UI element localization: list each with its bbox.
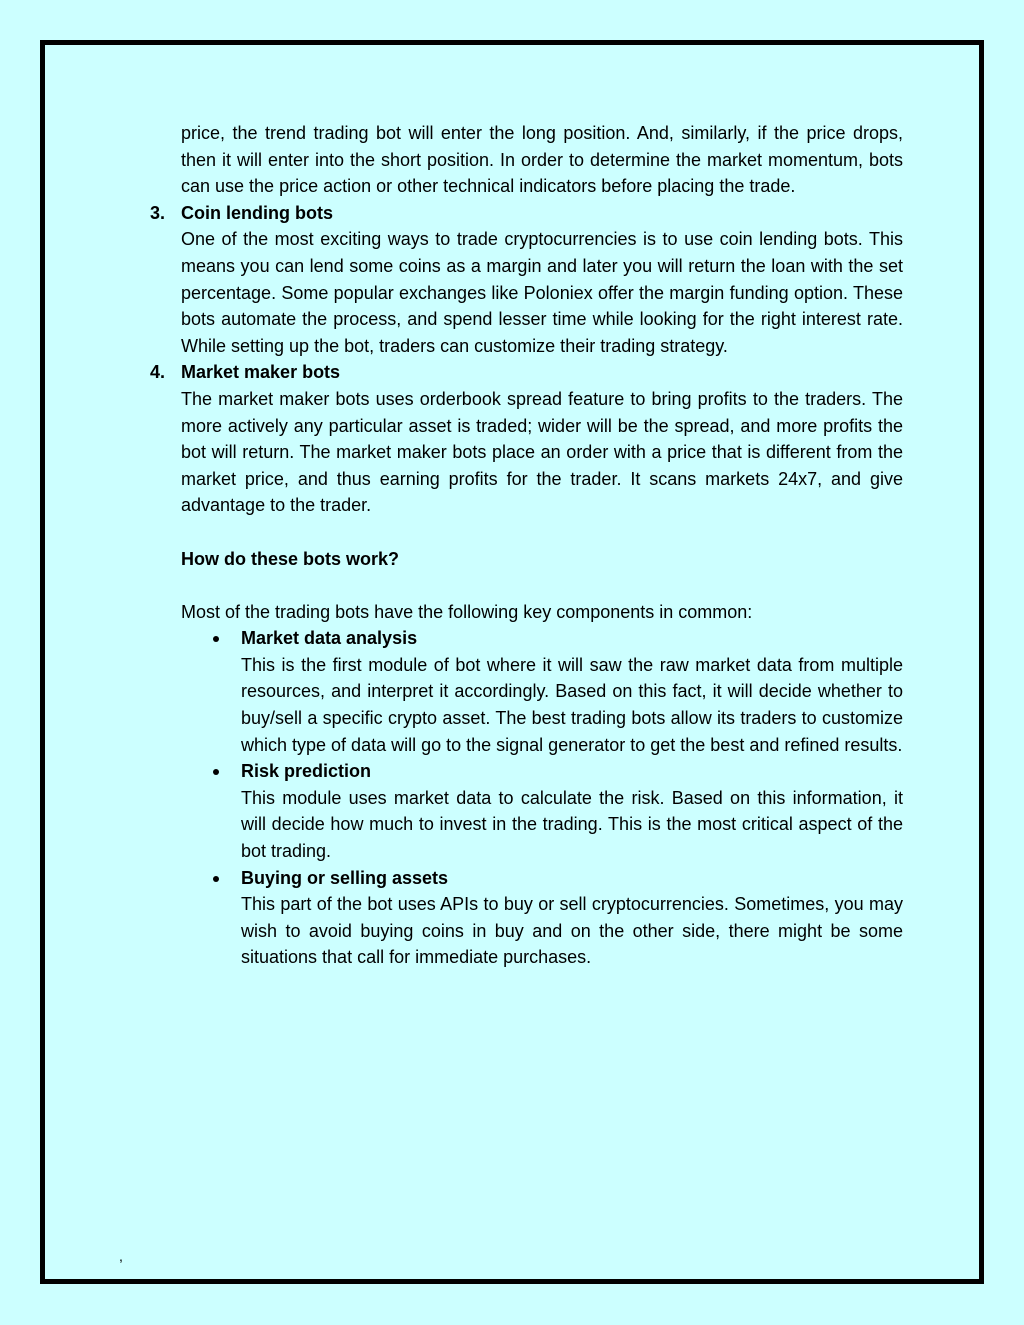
- bullet-dot-icon: [213, 876, 219, 882]
- bullet-body: This module uses market data to calculate the risk. Based on this information, it will decide how much to invest in the trading. This is the most critical aspect of the bot trading.: [241, 787, 903, 862]
- bullet-heading: [241, 865, 903, 892]
- bullet-body: This is the first module of bot where it will saw the raw market data from multiple resources, and interpret it accordingly. Based on this fact, it will decide whether to buy/sell a specific crypto asset. The best trading bots allow its traders to customize which type of data will go to the signal generator to get the best and refined results.: [241, 654, 903, 755]
- bullet-dot-icon: [213, 636, 219, 642]
- item-number: 4.: [150, 362, 166, 383]
- bullet-item-buying-selling: [241, 865, 903, 971]
- bullet-list: [241, 625, 903, 971]
- numbered-item-market-maker: [150, 359, 903, 519]
- section-intro: Most of the trading bots have the following key components in common:: [181, 601, 753, 622]
- item-title: Market maker bots: [181, 362, 341, 383]
- bullet-heading: [241, 758, 903, 785]
- section-heading: How do these bots work?: [181, 548, 400, 569]
- bullet-heading: [241, 625, 903, 652]
- page-content: [150, 120, 903, 971]
- spacer: [181, 572, 903, 599]
- numbered-item-heading: [150, 200, 903, 227]
- bullet-item-risk-prediction: [241, 758, 903, 864]
- bullet-title: Risk prediction: [241, 761, 372, 782]
- item-body: The market maker bots uses orderbook spread feature to bring profits to the traders. The more actively any particular asset is traded; wider will be the spread, and more profits the bot will return. The market maker bots place an order with a price that is different from the market price, and thus earning profits for the trader. It scans markets 24x7, and give advantage to the trader.: [181, 388, 903, 516]
- bullet-body: This part of the bot uses APIs to buy or sell cryptocurrencies. Sometimes, you may wish to avoid buying coins in buy and on the other side, there might be some situations that call for immediate purchases.: [241, 894, 903, 968]
- bullet-title: Buying or selling assets: [241, 867, 449, 888]
- bullet-title: Market data analysis: [241, 628, 418, 649]
- item-number: 3.: [150, 202, 166, 223]
- item-body: One of the most exciting ways to trade cryptocurrencies is to use coin lending bots. This means you can lend some coins as a margin and later you will return the loan with the set percentage. Some popular exchanges like Poloniex offer the margin funding option. These bots automate the process, and spend lesser time while looking for the right interest rate. While setting up the bot, traders can customize their trading strategy.: [181, 229, 903, 356]
- spacer: [181, 519, 903, 546]
- numbered-item-coin-lending: [150, 200, 903, 360]
- bullet-dot-icon: [213, 769, 219, 775]
- footer-mark: ,: [119, 1248, 123, 1264]
- bullet-item-market-data: [241, 625, 903, 758]
- numbered-item-heading: [150, 359, 903, 386]
- item-title: Coin lending bots: [181, 202, 333, 223]
- intro-continuation-paragraph: price, the trend trading bot will enter the long position. And, similarly, if the price drops, then it will enter into the short position. In order to determine the market momentum, bots can use the price action or other technical indicators before placing the trade.: [181, 123, 903, 197]
